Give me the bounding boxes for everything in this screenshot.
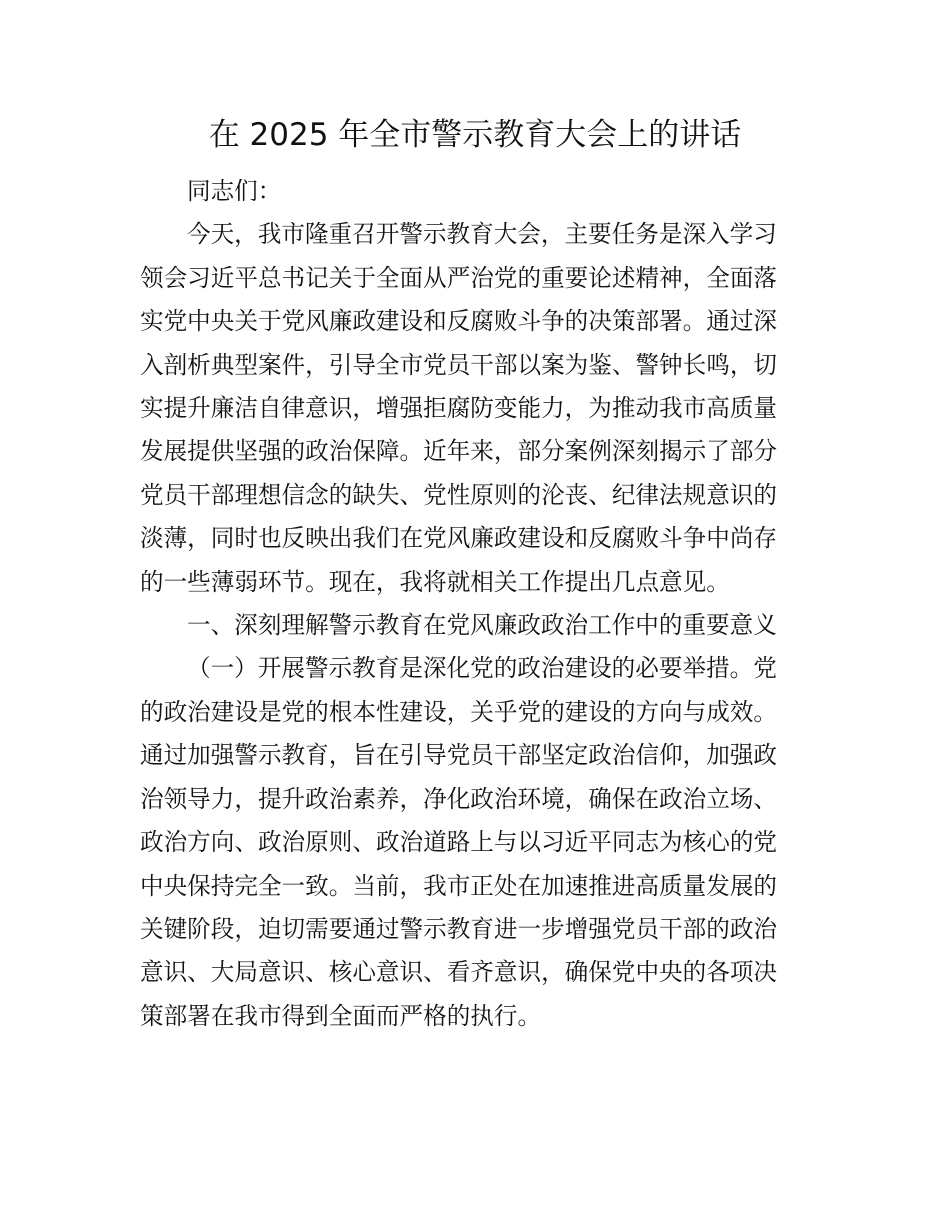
text-line: 意识、大局意识、核心意识、看齐意识，确保党中央的各项决 (140, 958, 778, 987)
text-line: 发展提供坚强的政治保障。近年来，部分案例深刻揭示了部分 (140, 437, 778, 466)
text-line: 关键阶段，迫切需要通过警示教育进一步增强党员干部的政治 (140, 914, 778, 943)
greeting: 同志们： (187, 177, 282, 205)
text-line: 淡薄，同时也反映出我们在党风廉政建设和反腐败斗争中尚存 (140, 524, 778, 553)
text-line: （一）开展警示教育是深化党的政治建设的必要举措。党 (187, 654, 777, 683)
text-line: 的一些薄弱环节。现在，我将就相关工作提出几点意见。 (140, 567, 730, 596)
text-line: 实党中央关于党风廉政建设和反腐败斗争的决策部署。通过深 (140, 307, 778, 336)
text-line: 入剖析典型案件，引导全市党员干部以案为鉴、警钟长鸣，切 (140, 350, 778, 379)
document-body (140, 170, 816, 1038)
text-line: 实提升廉洁自律意识，增强拒腐防变能力，为推动我市高质量 (140, 394, 778, 423)
section-heading-text: 一、深刻理解警示教育在党风廉政政治工作中的重要意义 (187, 611, 777, 640)
text-line: 治领导力，提升政治素养，净化政治环境，确保在政治立场、 (140, 784, 778, 813)
text-line: 今天，我市隆重召开警示教育大会，主要任务是深入学习 (187, 220, 777, 249)
paragraph-subsection-1 (140, 647, 816, 1038)
text-line: 策部署在我市得到全面而严格的执行。 (140, 1001, 542, 1030)
paragraph-intro (140, 213, 816, 604)
text-line: 政治方向、政治原则、政治道路上与以习近平同志为核心的党 (140, 828, 778, 857)
text-line: 领会习近平总书记关于全面从严治党的重要论述精神，全面落 (140, 263, 778, 292)
document-title: 在 2025 年全市警示教育大会上的讲话 (208, 117, 742, 153)
text-line: 通过加强警示教育，旨在引导党员干部坚定政治信仰，加强政 (140, 741, 778, 770)
section-heading-1 (140, 604, 816, 647)
text-line: 党员干部理想信念的缺失、党性原则的沦丧、纪律法规意识的 (140, 480, 778, 509)
text-line: 中央保持完全一致。当前，我市正处在加速推进高质量发展的 (140, 871, 778, 900)
text-line: 的政治建设是党的根本性建设，关乎党的建设的方向与成效。 (140, 697, 778, 726)
